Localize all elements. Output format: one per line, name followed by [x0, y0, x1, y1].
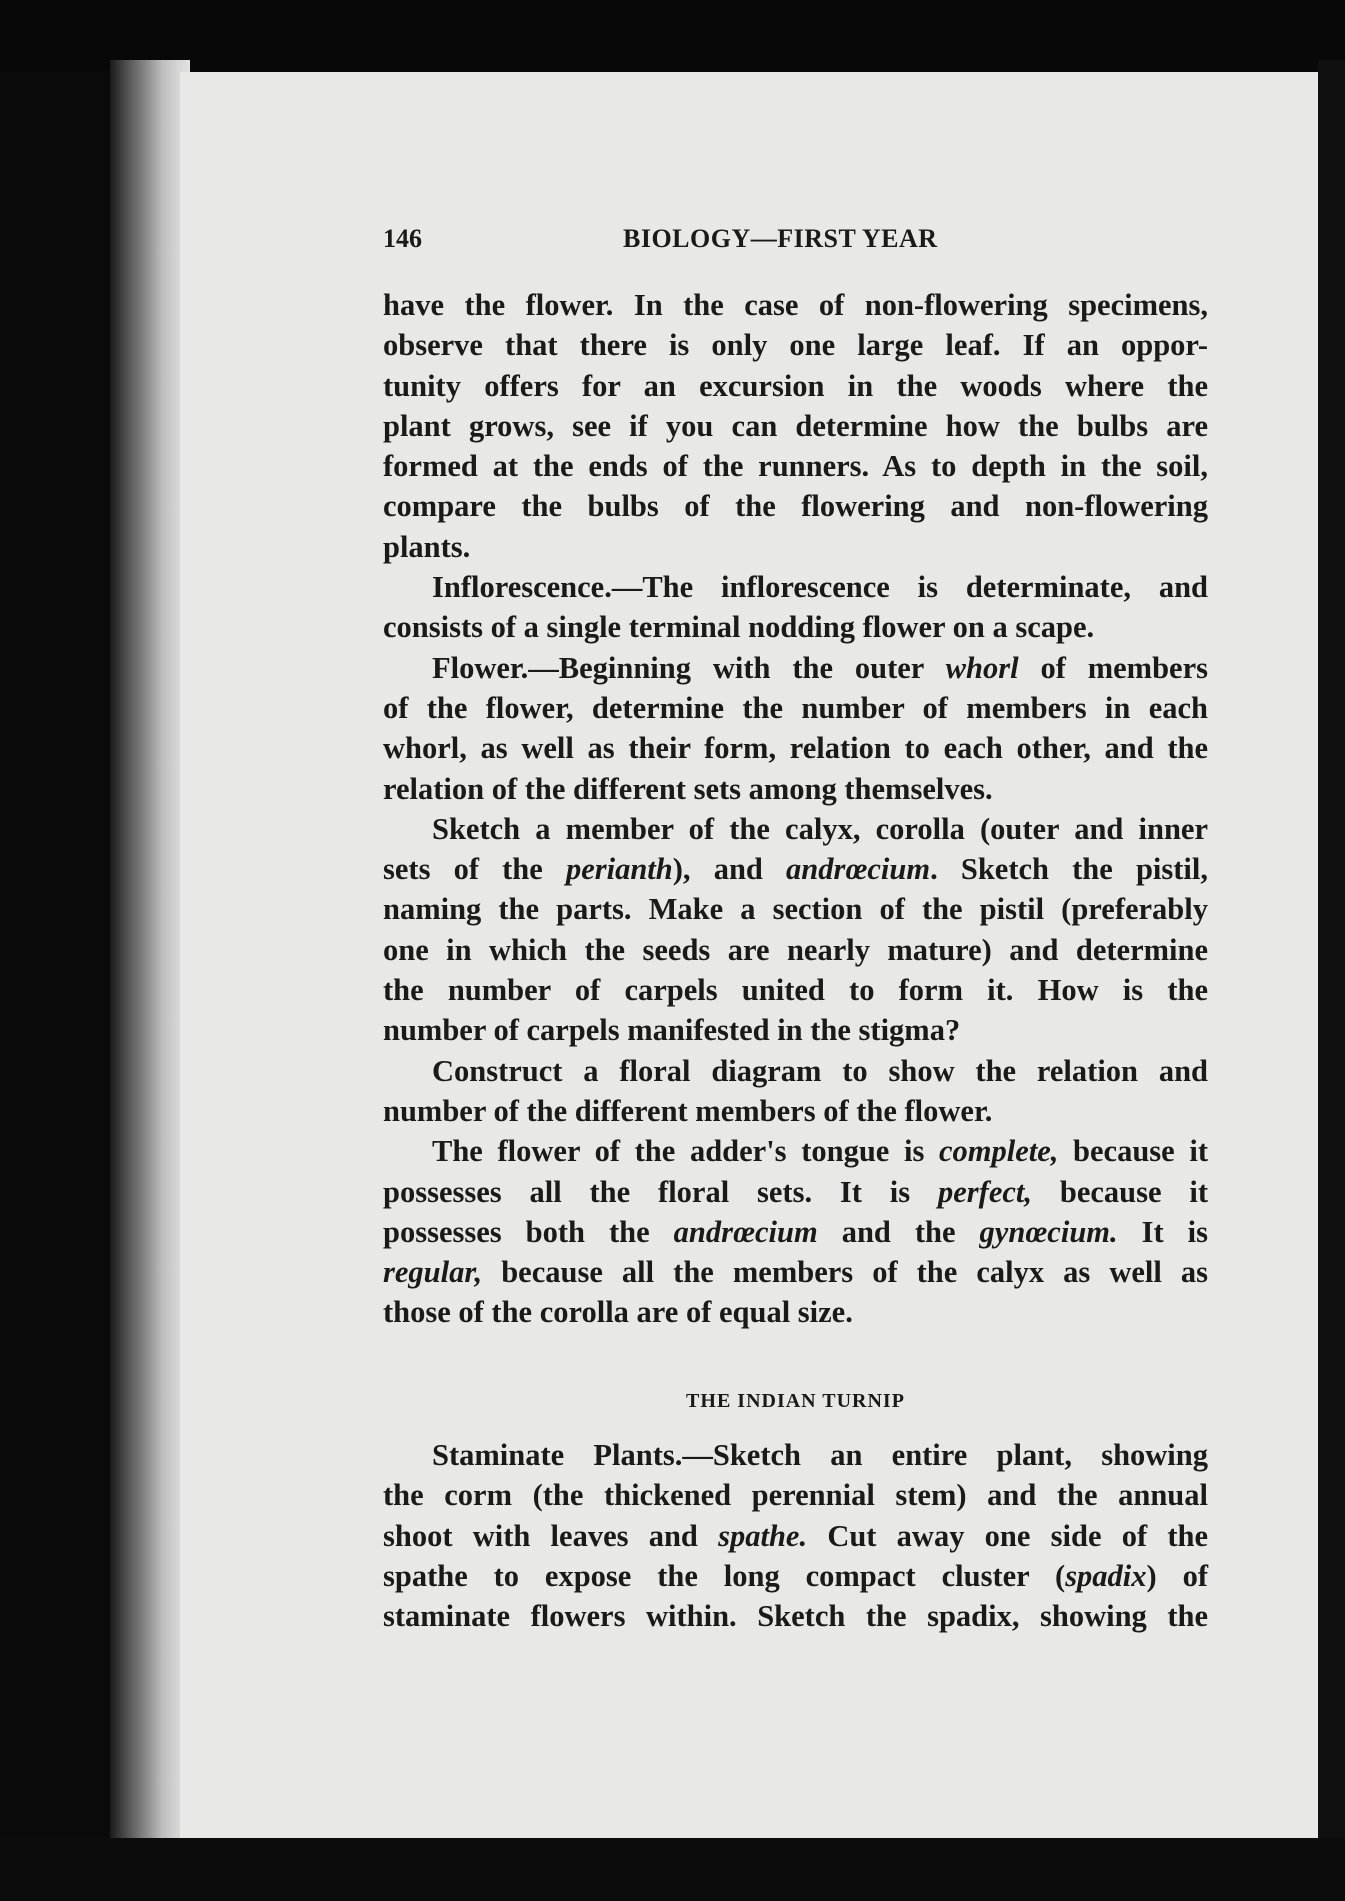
page-body [383, 285, 1208, 1637]
text-run: spathe to expose the long compact cluster ( [383, 1558, 1066, 1593]
italic-term: whorl [945, 650, 1019, 685]
text-run: . Sketch the pistil, [930, 852, 1208, 887]
italic-term: regular, [383, 1255, 483, 1290]
text-run: because it [1059, 1174, 1209, 1209]
text-run: because all the members of the calyx as well as [501, 1255, 1209, 1290]
text-line: those of the corolla are of equal size. [383, 1295, 853, 1330]
section-heading: THE INDIAN TURNIP [686, 1389, 905, 1412]
text-run: and the [841, 1214, 956, 1249]
text-line: have the flower. In the case of non-flowering specimens, [383, 288, 1208, 322]
text-run: The flower of the adder's tongue is [432, 1134, 925, 1169]
text-line [383, 648, 1208, 688]
text-run: possesses all the floral sets. It is [383, 1174, 911, 1209]
text-line [383, 1212, 1208, 1252]
text-line: Staminate Plants.—Sketch an entire plant, showing [432, 1438, 1208, 1473]
text-line [383, 1556, 1208, 1596]
text-line: the number of carpels united to form it. How is the [383, 973, 1208, 1008]
text-run: because it [1073, 1134, 1208, 1169]
text-line [383, 849, 1208, 889]
text-line: naming the parts. Make a section of the pistil (preferably [383, 892, 1208, 927]
text-line: Sketch a member of the calyx, corolla (outer and inner [432, 811, 1208, 846]
italic-term: complete, [938, 1134, 1059, 1169]
text-run: It is [1141, 1214, 1209, 1249]
italic-term: spadix [1065, 1558, 1147, 1593]
text-line: whorl, as well as their form, relation to each other, and the [383, 731, 1208, 766]
book-binding-edge [110, 60, 190, 1840]
text-run: shoot with leaves and [383, 1518, 698, 1553]
scan-top-border [0, 0, 1345, 70]
italic-term: andrœcium [786, 852, 931, 887]
scan-bottom-border [0, 1838, 1345, 1901]
italic-term: perianth [565, 852, 673, 887]
italic-term: gynœcium. [979, 1214, 1118, 1249]
italic-term: perfect, [938, 1174, 1033, 1209]
text-line: relation of the different sets among themselves. [383, 771, 993, 806]
text-line: plant grows, see if you can determine how the bulbs are [383, 408, 1208, 443]
running-head: BIOLOGY—FIRST YEAR [623, 224, 938, 253]
text-line [383, 1131, 1208, 1171]
page-number: 146 [383, 224, 422, 253]
text-run: possesses both the [383, 1214, 650, 1249]
text-line [383, 1172, 1208, 1212]
text-line: Inflorescence.—The inflorescence is determinate, and [432, 570, 1208, 605]
text-run: of members [1040, 650, 1208, 685]
italic-term: andrœcium [673, 1214, 818, 1249]
text-line: staminate flowers within. Sketch the spadix, showing the [383, 1599, 1208, 1634]
text-line: one in which the seeds are nearly mature) and determine [383, 932, 1208, 967]
text-run: Flower.—Beginning with the outer [432, 650, 924, 685]
text-run: ), and [672, 852, 763, 887]
text-line: number of carpels manifested in the stigma? [383, 1013, 961, 1048]
italic-term: spathe. [718, 1518, 808, 1553]
text-line: Construct a floral diagram to show the relation and [432, 1053, 1208, 1088]
text-line [383, 1252, 1208, 1292]
text-line: plants. [383, 529, 471, 564]
text-line: of the flower, determine the number of members in each [383, 690, 1208, 725]
text-line: consists of a single terminal nodding flower on a scape. [383, 610, 1095, 645]
text-line: observe that there is only one large leaf. If an oppor- [383, 328, 1208, 363]
text-run: sets of the [383, 852, 543, 887]
text-line: formed at the ends of the runners. As to depth in the soil, [383, 449, 1208, 484]
text-line: number of the different members of the flower. [383, 1093, 993, 1128]
page-header [383, 224, 1213, 264]
text-line: the corm (the thickened perennial stem) and the annual [383, 1478, 1208, 1513]
scan-right-border [1318, 60, 1345, 1850]
text-line: tunity offers for an excursion in the woods where the [383, 368, 1208, 403]
text-line: compare the bulbs of the flowering and non-flowering [383, 489, 1208, 524]
text-run: ) of [1146, 1558, 1208, 1593]
text-run: Cut away one side of the [827, 1518, 1209, 1553]
text-line [383, 1516, 1208, 1556]
